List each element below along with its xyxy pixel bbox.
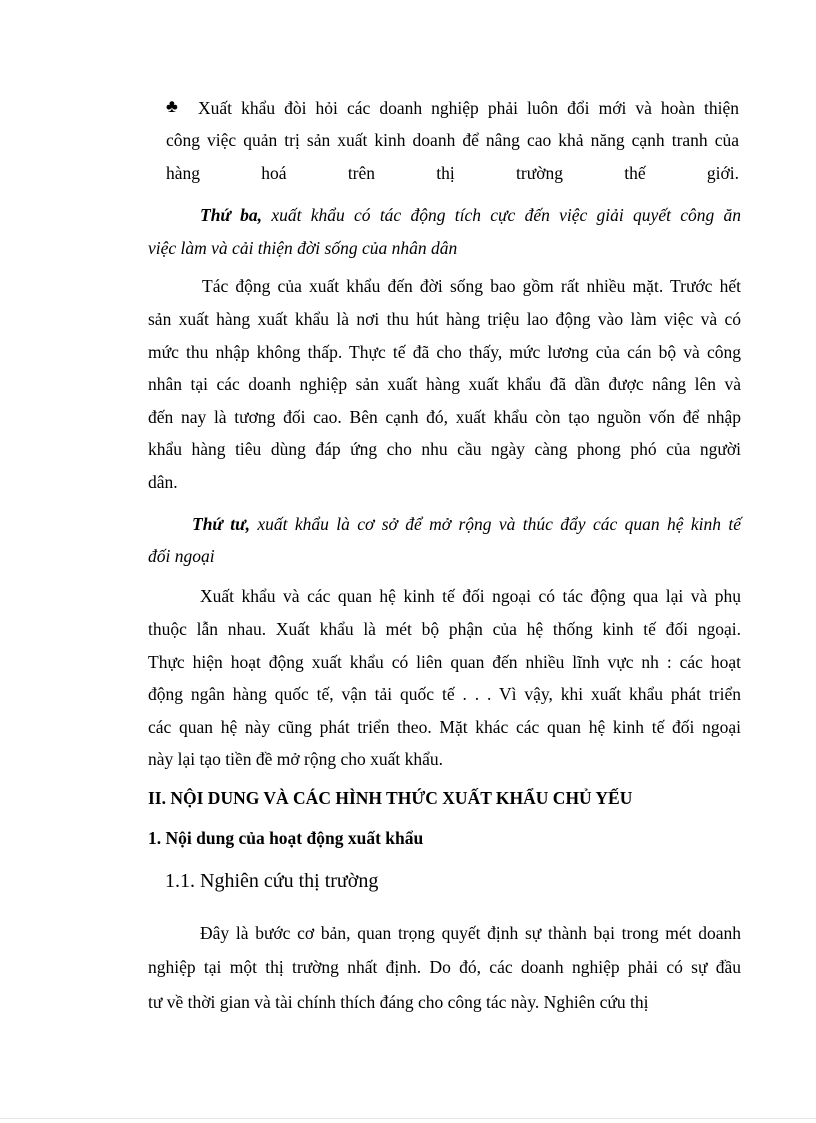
point-3-label: Thứ ba, — [200, 205, 263, 225]
para-3-line: nghiệp tại một thị trường nhất định. Do đó, các doanh nghiệp phải có sự đầu — [148, 957, 741, 977]
para-3-body — [148, 950, 741, 1020]
point-4-line-2 — [148, 540, 741, 573]
word: trường — [516, 163, 563, 183]
point-3-text-2: việc làm và cải thiện đời sống của nhân dân — [148, 238, 458, 258]
para-1-line: khẩu hàng tiêu dùng đáp ứng cho nhu cầu ngày càng phong phó của người — [148, 439, 741, 459]
point-3-line-1 — [200, 199, 741, 232]
page-bottom-divider — [0, 1118, 816, 1119]
word: giới. — [706, 163, 739, 183]
subsubsection-heading: 1.1. Nghiên cứu thị trường — [165, 870, 379, 892]
bullet-line-3 — [166, 157, 739, 190]
point-3-line-2 — [148, 232, 741, 265]
club-bullet-icon: ♣ — [166, 96, 178, 116]
bullet-line-1 — [198, 92, 739, 125]
bullet-text-line-2: công việc quản trị sản xuất kinh doanh để nâng cao khả năng cạnh tranh của — [166, 130, 739, 150]
para-2-line: các quan hệ này cũng phát triển theo. Mặt khác các quan hệ kinh tế đối ngoại — [148, 716, 741, 737]
word: thị — [436, 163, 455, 183]
para-1-line: Tác động của xuất khẩu đến đời sống bao gồm rất nhiều mặt. Trước hết — [202, 276, 741, 296]
section-heading: II. NỘI DUNG VÀ CÁC HÌNH THỨC XUẤT KHẨU CHỦ YẾU — [148, 788, 633, 808]
bullet-text-line-1: Xuất khẩu đòi hỏi các doanh nghiệp phải luôn đổi mới và hoàn thiện — [198, 98, 739, 118]
para-3-first-line — [200, 916, 741, 950]
word: hàng — [166, 163, 201, 183]
para-1-first-line — [202, 270, 741, 303]
point-4-label: Thứ tư, — [192, 514, 250, 534]
para-2-line: Thực hiện hoạt động xuất khẩu có liên quan đến nhiều lĩnh vực nh : các hoạt — [148, 651, 741, 672]
para-1-line: dân. — [148, 471, 178, 492]
word: trên — [347, 163, 376, 183]
para-2-line: này lại tạo tiền đề mở rộng cho xuất khẩu. — [148, 749, 444, 769]
para-2-line: thuộc lẫn nhau. Xuất khẩu là mét bộ phận của hệ thống kinh tế đối ngoại. — [148, 619, 741, 639]
point-4-line-1 — [192, 508, 741, 541]
para-2-first-line — [200, 580, 741, 613]
word: hoá — [261, 163, 287, 183]
para-3-line: Đây là bước cơ bản, quan trọng quyết định sự thành bại trong mét doanh — [200, 923, 741, 943]
point-4-text-2: đối ngoại — [148, 546, 215, 566]
subsection-heading: 1. Nội dung của hoạt động xuất khẩu — [148, 828, 424, 848]
para-1-body — [148, 303, 741, 498]
para-1-line: đến nay là tương đối cao. Bên cạnh đó, xuất khẩu còn tạo nguồn vốn để nhập — [148, 406, 741, 427]
para-3-line: tư về thời gian và tài chính thích đáng cho công tác này. Nghiên cứu thị — [148, 992, 649, 1012]
para-1-line: sản xuất hàng xuất khẩu là nơi thu hút hàng triệu lao động vào làm việc và có — [148, 309, 741, 329]
point-3-text: xuất khẩu có tác động tích cực đến việc giải quyết công ăn — [271, 205, 742, 225]
para-2-line: Xuất khẩu và các quan hệ kinh tế đối ngoại có tác động qua lại và phụ — [200, 586, 741, 606]
para-2-line: động ngân hàng quốc tế, vận tải quốc tế . . . Vì vậy, khi xuất khẩu phát triển — [148, 684, 741, 704]
bullet-line-2 — [166, 124, 739, 157]
para-2-body — [148, 613, 741, 776]
para-1-line: nhân tại các doanh nghiệp sản xuất hàng xuất khẩu đã dần được nâng lên và — [148, 374, 741, 394]
word: thế — [624, 163, 646, 183]
point-4-text: xuất khẩu là cơ sở để mở rộng và thúc đẩy các quan hệ kinh tế — [257, 514, 741, 534]
para-1-line: mức thu nhập không thấp. Thực tế đã cho thấy, mức lương của cán bộ và công — [148, 341, 741, 362]
